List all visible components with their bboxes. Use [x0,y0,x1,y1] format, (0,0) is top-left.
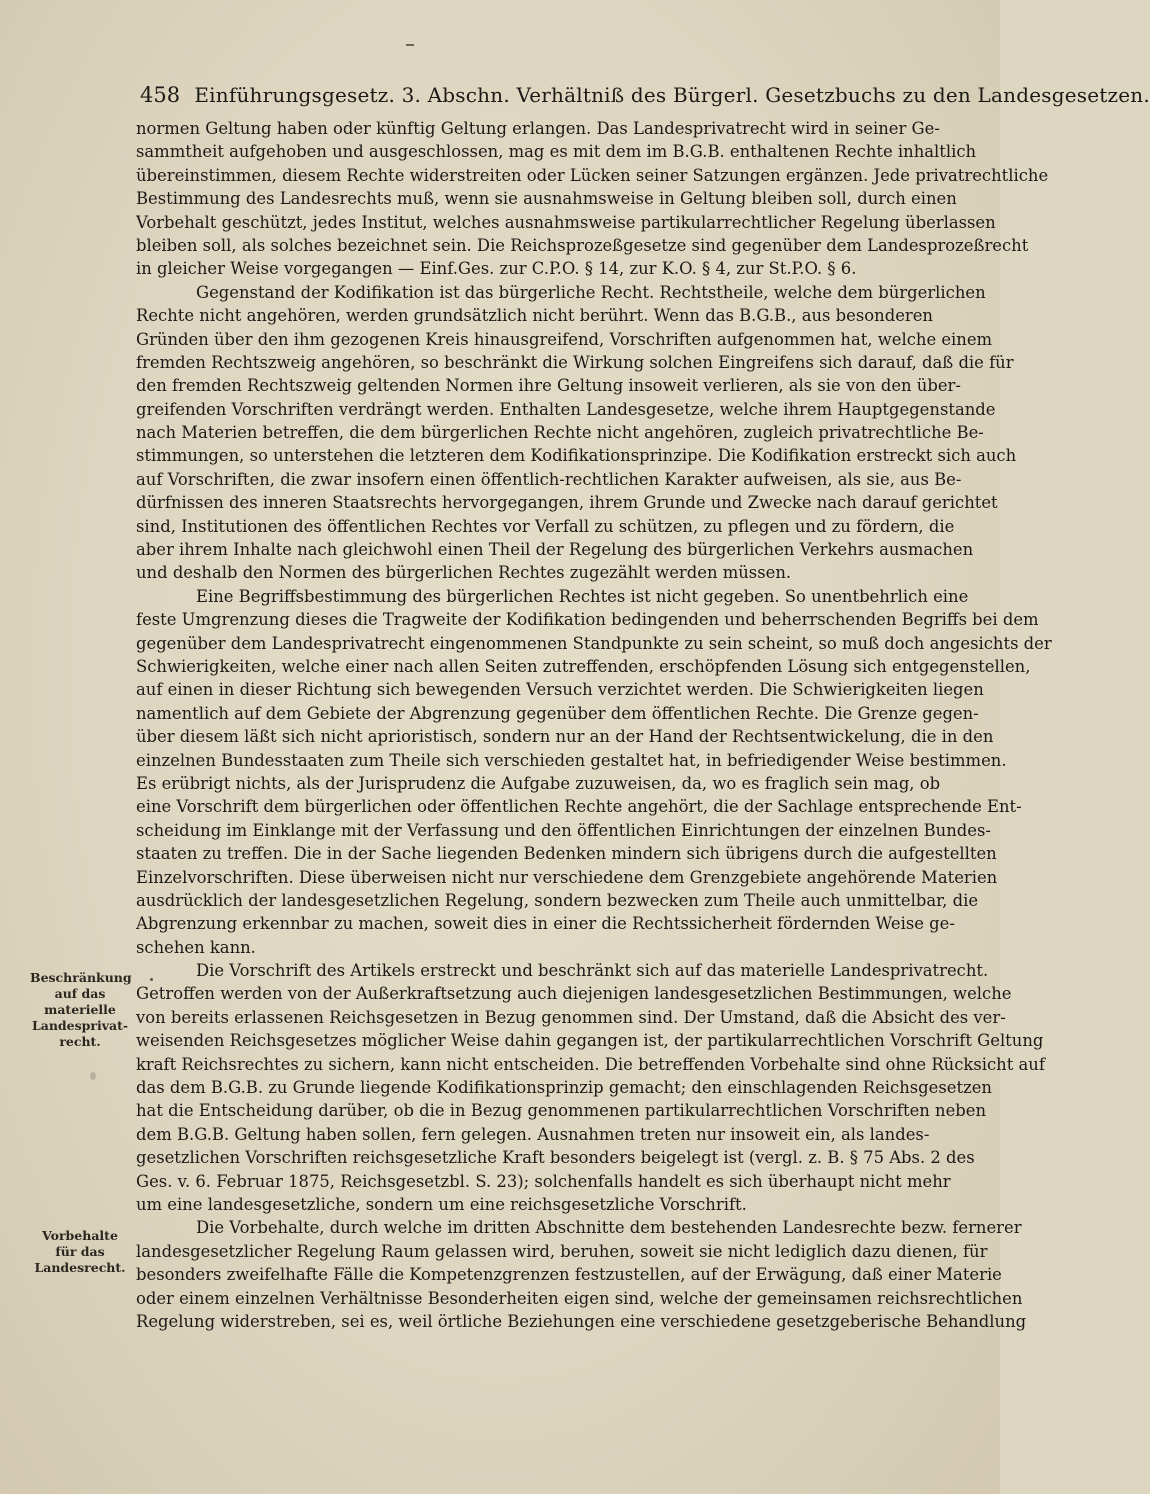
text-line: Bestimmung des Landesrechts muß, wenn sie ausnahmsweise in Geltung bleiben soll, durch einen [136,189,957,209]
text-line: hat die Entscheidung darüber, ob die in Bezug genommenen partikularrechtlichen Vorschriften neben [136,1101,987,1121]
text-line: Regelung widerstreben, sei es, weil örtliche Beziehungen eine verschiedene gesetzgeberische Behandlung [136,1311,1027,1331]
paragraph [136,959,1045,1216]
paper-smudge [90,1072,96,1080]
text-line: einzelnen Bundesstaaten zum Theile sich verschieden gestaltet hat, in befriedigender Weise bestimmen. [136,750,1007,770]
text-line: landesgesetzlicher Regelung Raum gelassen wird, beruhen, soweit sie nicht lediglich dazu dienen, für [136,1241,988,1261]
margin-note-vorbehalte [30,1228,130,1276]
text-line: das dem B.G.B. zu Grunde liegende Kodifikationsprinzip gemacht; den einschlagenden Reichsgesetzen [136,1078,992,1098]
text-line: dem B.G.B. Geltung haben sollen, fern gelegen. Ausnahmen treten nur insoweit ein, als landes- [136,1124,930,1144]
text-line: ausdrücklich der landesgesetzlichen Regelung, sondern bezwecken zum Theile auch unmittelbar, die [136,890,979,910]
body-text [136,117,1052,1333]
text-line: Abgrenzung erkennbar zu machen, soweit dies in einer die Rechtssicherheit fördernden Weise ge- [136,914,955,934]
text-line: nach Materien betreffen, die dem bürgerlichen Rechte nicht angehören, zugleich privatrechtliche Be- [136,423,984,443]
margin-note-beschraenkung [30,970,130,1050]
text-line: oder einem einzelnen Verhältnisse Besonderheiten eigen sind, welche der gemeinsamen reichsrechtlichen [136,1288,1023,1308]
text-line: um eine landesgesetzliche, sondern um eine reichsgesetzliche Vorschrift. [136,1194,747,1214]
text-line: namentlich auf dem Gebiete der Abgrenzung gegenüber dem öffentlichen Rechte. Die Grenze gegen- [136,703,979,723]
page-mark [406,44,414,46]
text-line: staaten zu treffen. Die in der Sache liegenden Bedenken mindern sich übrigens durch die aufgestellten [136,844,997,864]
paragraph [136,117,1049,281]
text-line: Schwierigkeiten, welche einer nach allen Seiten zutreffenden, erschöpfenden Lösung sich entgegenstellen, [136,656,1031,676]
paragraph [136,1216,1027,1333]
text-line: Gründen über den ihm gezogenen Kreis hinausgreifend, Vorschriften aufgenommen hat, welche einem [136,329,993,349]
text-line: stimmungen, so unterstehen die letzteren dem Kodifikationsprinzipe. Die Kodifikation erstreckt sich auch [136,446,1017,466]
text-line: Gegenstand der Kodifikation ist das bürgerliche Recht. Rechtstheile, welche dem bürgerlichen [196,282,986,302]
text-line: den fremden Rechtszweig geltenden Normen ihre Geltung insoweit verlieren, als sie von den über- [136,376,961,396]
paragraph [136,281,1017,585]
text-line: gesetzlichen Vorschriften reichsgesetzliche Kraft besonders beigelegt ist (vergl. z. B. § 75 Abs. 2 des [136,1148,975,1168]
text-line: auf Vorschriften, die zwar insofern einen öffentlich-rechtlichen Karakter aufweisen, als sie, aus Be- [136,469,962,489]
text-line: dürfnissen des inneren Staatsrechts hervorgegangen, ihrem Grunde und Zwecke nach darauf gerichtet [136,493,998,513]
text-line: übereinstimmen, diesem Rechte widerstreiten oder Lücken seiner Satzungen ergänzen. Jede privatrechtliche [136,165,1049,185]
text-line: schehen kann. [136,937,256,957]
text-line: bleiben soll, als solches bezeichnet sein. Die Reichsprozeßgesetze sind gegenüber dem Landesprozeßrecht [136,235,1029,255]
text-line: kraft Reichsrechtes zu sichern, kann nicht entscheiden. Die betreffenden Vorbehalte sind ohne Rücksicht auf [136,1054,1045,1074]
text-line: Es erübrigt nichts, als der Jurisprudenz die Aufgabe zuzuweisen, da, wo es fraglich sein mag, ob [136,773,941,793]
text-line: gegenüber dem Landesprivatrecht eingenommenen Standpunkte zu sein scheint, so muß doch angesichts der [136,633,1052,653]
page-number: 458 [140,83,181,107]
text-line: Ges. v. 6. Februar 1875, Reichsgesetzbl. S. 23); solchenfalls handelt es sich überhaupt nicht mehr [136,1171,951,1191]
margin-note-line: Landesprivat- [31,1018,129,1033]
margin-note-line: Landesrecht. [34,1260,126,1275]
text-line: fremden Rechtszweig angehören, so beschränkt die Wirkung solchen Eingreifens sich darauf, daß die für [136,352,1014,372]
margin-note-line: Beschränkung [30,970,132,985]
paragraph [136,585,1052,959]
text-line: sind, Institutionen des öffentlichen Rechtes vor Verfall zu schützen, zu pflegen und zu fördern, die [136,516,955,536]
text-line: Vorbehalt geschützt, jedes Institut, welches ausnahmsweise partikularrechtlicher Regelung überlassen [136,212,996,232]
text-line: greifenden Vorschriften verdrängt werden. Enthalten Landesgesetze, welche ihrem Hauptgegenstande [136,399,996,419]
text-line: in gleicher Weise vorgegangen — Einf.Ges. zur C.P.O. § 14, zur K.O. § 4, zur St.P.O. § 6. [136,259,857,279]
print-speck [150,978,153,981]
text-line: Rechte nicht angehören, werden grundsätzlich nicht berührt. Wenn das B.G.B., aus besonderen [136,306,933,326]
text-line: und deshalb den Normen des bürgerlichen Rechtes zugezählt werden müssen. [136,563,792,583]
text-line: von bereits erlassenen Reichsgesetzen in Bezug genommen sind. Der Umstand, daß die Absicht des ver- [136,1007,1006,1027]
text-line: scheidung im Einklange mit der Verfassung und den öffentlichen Einrichtungen der einzelnen Bundes- [136,820,991,840]
text-line: Eine Begriffsbestimmung des bürgerlichen Rechtes ist nicht gegeben. So unentbehrlich eine [196,586,969,606]
running-title: Einführungsgesetz. 3. Abschn. Verhältniß des Bürgerl. Gesetzbuchs zu den Landesgesetzen. [194,83,1150,107]
text-line: weisenden Reichsgesetzes möglicher Weise dahin gegangen ist, der partikularrechtlichen Vorschrift Geltung [136,1031,1044,1051]
running-header [140,80,1150,110]
text-line: Einzelvorschriften. Diese überweisen nicht nur verschiedene dem Grenzgebiete angehörende Materien [136,867,998,887]
text-line: besonders zweifelhafte Fälle die Kompetenzgrenzen festzustellen, auf der Erwägung, daß einer Materie [136,1265,1002,1285]
margin-note-line: Vorbehalte [42,1228,118,1243]
margin-note-line: recht. [59,1034,101,1049]
margin-note-line: auf das [54,986,106,1001]
text-line: Getroffen werden von der Außerkraftsetzung auch diejenigen landesgesetzlichen Bestimmungen, welche [136,984,1012,1004]
text-line: sammtheit aufgehoben und ausgeschlossen, mag es mit dem im B.G.B. enthaltenen Rechte inhaltlich [136,142,977,162]
text-line: aber ihrem Inhalte nach gleichwohl einen Theil der Regelung des bürgerlichen Verkehrs ausmachen [136,540,974,560]
text-line: Die Vorschrift des Artikels erstreckt und beschränkt sich auf das materielle Landesprivatrecht. [196,961,989,981]
text-line: normen Geltung haben oder künftig Geltung erlangen. Das Landesprivatrecht wird in seiner Ge- [136,119,940,138]
margin-note-line: materielle [44,1002,116,1017]
text-line: über diesem läßt sich nicht aprioristisch, sondern nur an der Hand der Rechtsentwickelung, die in den [136,727,994,747]
margin-note-line: für das [55,1244,105,1259]
text-line: auf einen in dieser Richtung sich bewegenden Versuch verzichtet werden. Die Schwierigkeiten liegen [136,680,984,700]
text-line: Die Vorbehalte, durch welche im dritten Abschnitte dem bestehenden Landesrechte bezw. fernerer [196,1218,1022,1238]
text-line: feste Umgrenzung dieses die Tragweite der Kodifikation bedingenden und beherrschenden Begriffs bei dem [136,610,1039,630]
text-line: eine Vorschrift dem bürgerlichen oder öffentlichen Rechte angehört, die der Sachlage entsprechende Ent- [136,797,1022,817]
